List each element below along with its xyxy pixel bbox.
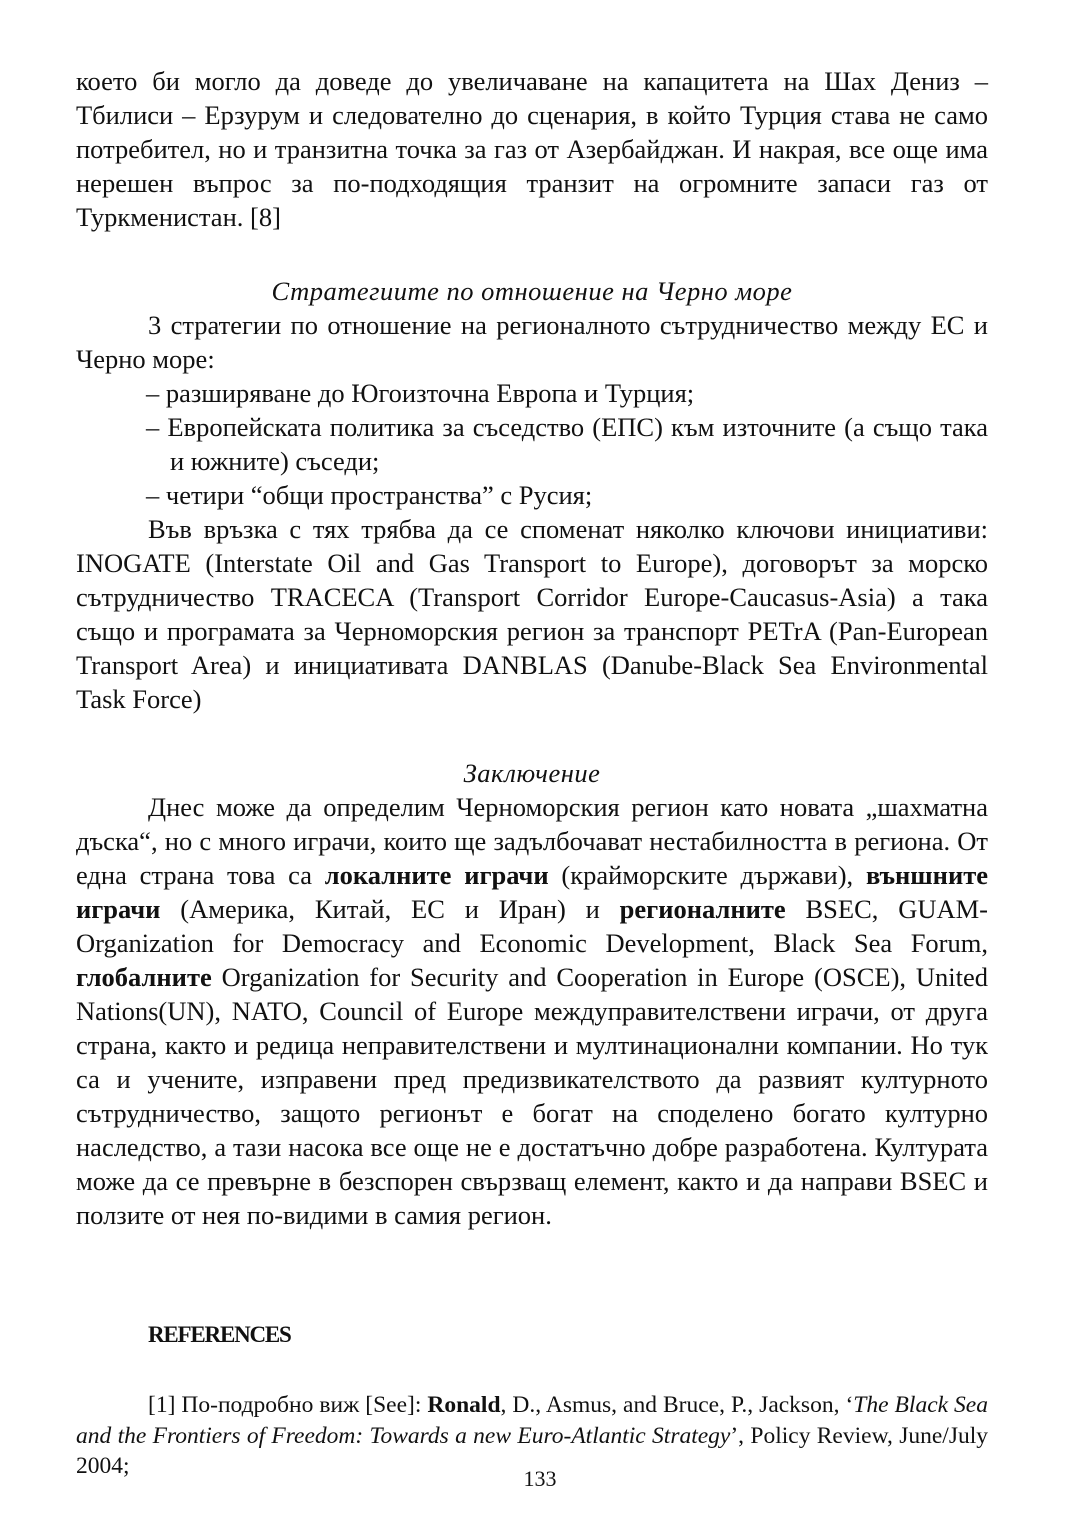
bold-term: локалните играчи xyxy=(324,860,549,890)
page-number: 133 xyxy=(523,1466,557,1491)
bold-term: регионалните xyxy=(619,894,786,924)
conclusion-paragraph: Днес може да определим Черноморския регион като новата „шахматна дъска“, но с много играчи, които ще задълбочават нестабилността в региона. От една страна това са локалните играчи (крайморските държави), външните играчи (Америка, Китай, ЕС и Иран) и регионалните BSEC, GUAM-Organization for Democracy and Economic Development, Black Sea Forum, глобалните Organization for Security and Cooperation in Europe (OSCE), United Nations(UN), NATO, Council of Europe междуправителствени играчи, от друга страна, както и редица неправителствени и мултинационални компании. Но тук са и учените, изправени пред предизвикателството да развият културното сътрудничество, защото регионът е богат на споделено богато културно наследство, а тази насока все още не е достатъчно добре разработена. Културата може да се превърне в безспорен свързващ елемент, както и да направи BSEC и ползите от нея по-видими в самия регион. xyxy=(76,792,989,1230)
intro-paragraph: което би могло да доведе до увеличаване на капацитета на Шах Дениз – Тбилиси – Ерзурум и следователно до сценария, в който Турция става не само потребител, но и транзитна точка за газ от Азербайджан. И накрая, все още има нерешен въпрос за по-подходящия транзит на огромните запаси газ от Туркменистан. [8] xyxy=(76,66,988,232)
strategy-bullet: – разширяване до Югоизточна Европа и Турция; xyxy=(146,378,695,408)
initiatives-paragraph: Във връзка с тях трябва да се споменат няколко ключови инициативи: INOGATE (Interstate Oil and Gas Transport to Europe), договорът за морско сътрудничество TRACECA (Transport Corridor Europe-Caucasus-Asia) а така също и програмата за Черноморския регион за транспорт PETrA (Pan-European Transport Area) и инициативата DANBLAS (Danube-Black Sea Environmental Task Force) xyxy=(76,514,988,714)
reference-item: [1] По-подробно виж [See]: Ronald, D., Asmus, and Bruce, P., Jackson, ‘The Black Sea and the Frontiers of Freedom: Towards a new Euro-Atlantic Strategy’, Policy Review, June/July 2004; xyxy=(76,1392,988,1479)
strategies-lead: 3 стратегии по отношение на регионалното сътрудничество между ЕС и Черно море: xyxy=(76,310,988,374)
section-heading-conclusion: Заключение xyxy=(463,758,601,788)
strategy-bullet: – четири “общи пространства” с Русия; xyxy=(146,480,593,510)
strategy-bullet: – Европейската политика за съседство (ЕПС) към източните (а също така и южните) съседи; xyxy=(146,412,988,476)
bold-term: глобалните xyxy=(76,962,212,992)
bold-term: външните играчи xyxy=(76,860,988,924)
section-heading-strategies: Стратегиите по отношение на Черно море xyxy=(271,276,793,306)
references-title: REFERENCES xyxy=(148,1322,291,1347)
page-body xyxy=(76,64,988,1482)
